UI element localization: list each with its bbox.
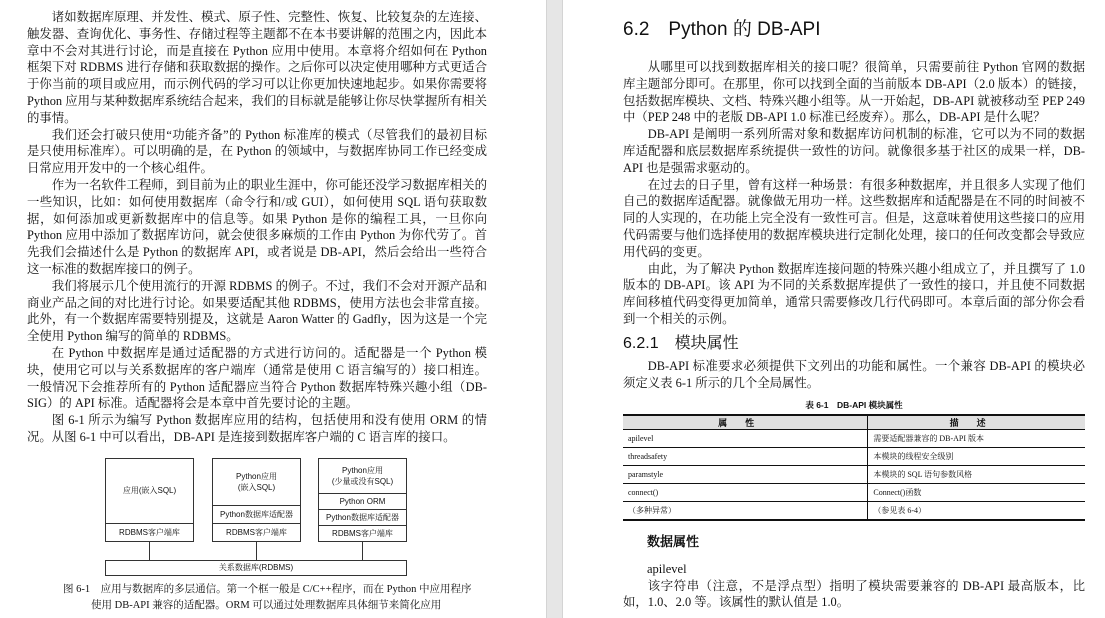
apilevel-text bbox=[623, 578, 1085, 612]
diagram-cell: Python应用 (少量或没有SQL) bbox=[331, 465, 394, 486]
paragraph: 在过去的日子里，曾有这样一种场景：有很多种数据库，并且很多人实现了他们自己的数据库适配器。就像做无用功一样。这些数据库和适配器是在不同的时间被不同的人实现的，在功能上完全没有一致性可言。但是，这意味着使用这些接口的应用代码需要与他们选择使用的数据库模块进行定制化处理，接口的任何改变都会导致应用代码的变更。 bbox=[623, 177, 1085, 259]
table-header-row bbox=[623, 415, 1085, 430]
diagram-cell: 关系数据库(RDBMS) bbox=[218, 563, 294, 573]
page-gutter bbox=[546, 0, 563, 618]
figure-caption bbox=[63, 582, 503, 614]
paragraph: DB-API 标准要求必须提供下文列出的功能和属性。一个兼容 DB-API 的模块必须定义表 6-1 所示的几个全局属性。 bbox=[623, 358, 1085, 390]
diagram-cell: Python应用 (嵌入SQL) bbox=[236, 471, 277, 492]
diagram-cell: Python数据库适配器 bbox=[213, 505, 300, 523]
figure-6-1-diagram bbox=[105, 458, 407, 576]
paragraph: 我们将展示几个使用流行的开源 RDBMS 的例子。不过，我们不会对开源产品和商业产品之间的对比进行讨论。如果要适配其他 RDBMS，使用方法也会非常直接。此外，有一个数据库需要特别提及，这就是 Aaron Watter 的 Gadfly，因为这是一个完全使用 Python 编写的简单的 RDBMS。 bbox=[27, 278, 487, 344]
paragraph: 我们还会打破只使用“功能齐备”的 Python 标准库的模式（尽管我们的最初目标是只使用标准库）。可以明确的是，在 Python 的领域中，与数据库协同工作已经变成日常应用开发中的一个核心组件。 bbox=[27, 127, 487, 176]
table-row bbox=[623, 484, 1085, 502]
subsection-text bbox=[623, 358, 1085, 392]
paragraph: 诸如数据库原理、并发性、模式、原子性、完整性、恢复、比较复杂的左连接、触发器、查询优化、事务性、存储过程等主题都不在本书要讲解的范围之内，因此本章中不会对其进行讨论，而是直接在 Python 应用中使用。本章将介绍如何在 Python 框架下对 RDBMS 进行存储和获取数据的操作。之后你可以决定使用哪种方式更适合于你当前的项目或应用，而示例代码的学习可以让你更加快速地起步。如果你需要将 Python 应用与某种数据库系统结合起来，我们的目标就是能够让你尽快掌握所有相关的事情。 bbox=[27, 10, 487, 125]
diagram-cell: 应用(嵌入SQL) bbox=[122, 486, 177, 496]
diagram-column-python-orm bbox=[318, 458, 407, 542]
paragraph: 在 Python 中数据库是通过适配器的方式进行访问的。适配器是一个 Python 模块，使用它可以与关系数据库的客户端库（通常是使用 C 语言编写的）接口相连。一般情况下会推荐所有的 Python 适配器应当符合 Python 数据库特殊兴趣小组（DB-SIG）的 API 标准。适配器将会是本章中首先要讨论的主题。 bbox=[27, 345, 487, 411]
right-page bbox=[563, 0, 1105, 618]
paragraph: 图 6-1 所示为编写 Python 数据库应用的结构，包括使用和没有使用 ORM 的情况。从图 6-1 中可以看出，DB-API 是连接到数据库客户端的 C 语言库的接口。 bbox=[27, 413, 487, 444]
table-cell: paramstyle bbox=[623, 466, 868, 484]
connector-line bbox=[362, 542, 363, 560]
left-page bbox=[0, 0, 546, 618]
section-heading: 6.2 Python 的 DB-API bbox=[623, 19, 821, 40]
subsection-heading: 6.2.1 模块属性 bbox=[623, 334, 739, 352]
module-attributes-table bbox=[623, 414, 1085, 521]
paragraph: 由此，为了解决 Python 数据库连接问题的特殊兴趣小组成立了，并且撰写了 1.0 版本的 DB-API。该 API 为不同的关系数据库提供了一致性的接口，并且使不同数据库间移植代码变得更加简单，通常只需要修改几行代码即可。本章后面的部分你会看到一个相关的示例。 bbox=[623, 261, 1085, 326]
table-cell: 需要适配器兼容的 DB-API 版本 bbox=[868, 430, 1085, 448]
table-row bbox=[623, 502, 1085, 520]
table-row bbox=[623, 466, 1085, 484]
diagram-cell: RDBMS客户端库 bbox=[213, 523, 300, 541]
table-row bbox=[623, 430, 1085, 448]
left-body-text bbox=[27, 9, 487, 446]
table-caption: 表 6-1 DB-API 模块属性 bbox=[805, 400, 903, 411]
paragraph: 作为一名软件工程师，到目前为止的职业生涯中，你可能还没学习数据库相关的一些知识，比如：如何使用数据库（命令行和/或 GUI），如何使用 SQL 语句获取数据，如何添加或更新数据库中的信息等。如果 Python 是你的编程工具，一旦你向 Python 应用中添加了数据库访问，就会使很多麻烦的工作由 Python 为你代劳了。首先我们会描述什么是 Python 的数据库 API，或者说是 DB-API，然后会给出一些符合这一标准的数据库接口的例子。 bbox=[27, 177, 487, 276]
paragraph: 该字符串（注意，不是浮点型）指明了模块需要兼容的 DB-API 最高版本，比如，1.0、2.0 等。该属性的默认值是 1.0。 bbox=[623, 578, 1085, 610]
table-row bbox=[623, 448, 1085, 466]
diagram-cell: RDBMS客户端库 bbox=[106, 523, 193, 541]
paragraph: DB-API 是阐明一系列所需对象和数据库访问机制的标准，它可以为不同的数据库适配器和底层数据库系统提供一致性的访问。就像很多基于社区的成果一样，DB-API 也是强需求驱动的。 bbox=[623, 127, 1085, 175]
right-body-text bbox=[623, 59, 1085, 328]
connector-line bbox=[149, 542, 150, 560]
table-cell: apilevel bbox=[623, 430, 868, 448]
diagram-column-python-adapter bbox=[212, 458, 301, 542]
paragraph: 从哪里可以找到数据库相关的接口呢？很简单，只需要前往 Python 官网的数据库主题部分即可。在那里，你可以找到全面的当前版本 DB-API（2.0 版本）的链接，包括数据库模块、文档、特殊兴趣小组等。从一开始起，DB-API 就被移动至 PEP 249 中（PEP 248 中的老版 DB-API 1.0 标准已经废弃）。那么，DB-API 是什么呢？ bbox=[623, 60, 1085, 125]
table-cell: threadsafety bbox=[623, 448, 868, 466]
table-cell: （多种异常） bbox=[623, 502, 868, 520]
diagram-base-rdbms bbox=[105, 560, 407, 576]
diagram-column-embedded-sql bbox=[105, 458, 194, 542]
column-header: 描述 bbox=[868, 415, 1085, 430]
table-cell: 本模块的线程安全级别 bbox=[868, 448, 1085, 466]
column-header: 属性 bbox=[623, 415, 868, 430]
table-cell: （参见表 6-4） bbox=[868, 502, 1085, 520]
caption-line: 图 6-1 应用与数据库的多层通信。第一个框一般是 C/C++程序，而在 Python 中应用程序 bbox=[63, 583, 472, 595]
table-cell: Connect()函数 bbox=[868, 484, 1085, 502]
connector-line bbox=[256, 542, 257, 560]
diagram-cell: Python ORM bbox=[319, 493, 406, 509]
diagram-cell: Python数据库适配器 bbox=[319, 509, 406, 525]
apilevel-term: apilevel bbox=[647, 561, 687, 576]
caption-line: 使用 DB-API 兼容的适配器。ORM 可以通过处理数据库具体细节来简化应用 bbox=[91, 599, 442, 611]
data-attributes-heading: 数据属性 bbox=[647, 533, 700, 549]
table-cell: connect() bbox=[623, 484, 868, 502]
table-cell: 本模块的 SQL 语句参数风格 bbox=[868, 466, 1085, 484]
diagram-cell: RDBMS客户端库 bbox=[319, 525, 406, 541]
